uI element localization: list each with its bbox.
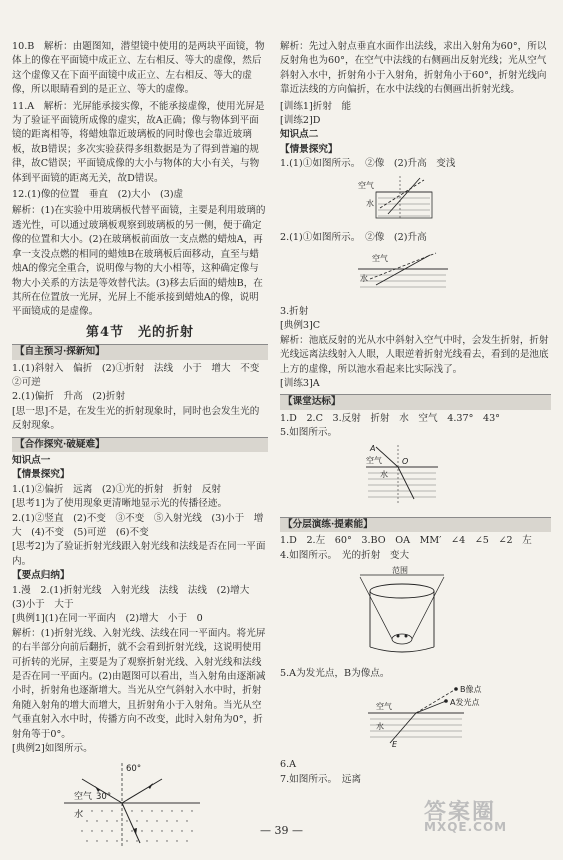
layer-6: 6.A: [280, 759, 297, 771]
section-bar-cooperate: 【合作探究·破疑难】: [12, 437, 268, 452]
example-3: [典例3]C: [280, 320, 321, 332]
think-text: 不是，在发生光的折射现象时，同时也会发生光的反射现象。: [12, 405, 260, 432]
summary-1: 1.漫 2.(1)折射光线 入射光线 法线 法线 (2)增大 (3)小于 大于: [12, 584, 259, 611]
fig6-a-label: A发光点: [450, 697, 480, 707]
class-5: 5.如图所示。: [280, 427, 338, 439]
knowledge-point-1: 知识点一: [12, 454, 51, 466]
example-1: [典例1](1)在同一平面内 (2)增大 小于 0: [12, 613, 203, 625]
self-study-1: 1.(1)斜射入 偏折 (2)①折射 法线 小于 增大 不变 ②可逆: [12, 362, 269, 388]
scene-1: 1.(1)②偏折 远离 (2)①光的折射 折射 反射: [12, 483, 222, 495]
example-3-analysis: 解析：池底反射的光从水中斜射入空气中时，会发生折射，折射光线远离法线射入人眼，人眼逆着折射光线看去，看到的是池底上方的虚像，所以池水看起来比实际浅了。: [280, 334, 549, 375]
fig1-angle-60: 60°: [126, 763, 142, 774]
scene-2: 2.(1)②竖直 (2)不变 ③不变 ⑤入射光线 (3)小于 增大 (4)不变 (5)可逆 (6)不变: [12, 512, 264, 538]
q12-answer: 12.(1)像的位置 垂直 (2)大小 (3)虚: [12, 189, 184, 201]
layer-4: 4.如图所示。 光的折射 变大: [280, 549, 410, 561]
figure-layer-4: [280, 565, 551, 657]
train-2: [训练2]D: [280, 115, 321, 127]
fig4-point-a: A: [370, 443, 376, 453]
fig1-air-label: 空气: [74, 791, 93, 802]
train-3: [训练3]A: [280, 377, 320, 389]
figure-class-5: [280, 443, 551, 505]
q10-answer: 10.B 解析：由题图知，潜望镜中使用的是两块平面镜，物体上的像在平面镜中成正立、左右相反、等大的虚像，然后这个虚像又在下面平面镜中成正立、左右相反、等大的虚像，所以眼睛看到的是正立、等大的虚像。: [12, 41, 265, 96]
scene-explore-heading-2: 【情景探究】: [280, 143, 338, 155]
watermark-text: 答案圈: [424, 800, 497, 825]
scene2-1: 1.(1)①如图所示。 ②像 (2)升高 变浅: [280, 158, 456, 170]
figure-scene2-2: [280, 247, 551, 295]
section-bar-self-study: 【自主预习·探新知】: [12, 344, 268, 359]
think-label: [思一思]: [12, 405, 49, 417]
left-column: [12, 40, 268, 860]
fig6-b-label: B像点: [460, 684, 482, 694]
fig1-water-label: 水: [74, 809, 84, 820]
section-bar-class-target: 【课堂达标】: [280, 394, 551, 409]
page-number: — 39 —: [260, 824, 303, 837]
fig4-water-label: 水: [380, 469, 388, 479]
watermark-url: MXQE.COM: [424, 820, 508, 835]
think-block: [12, 405, 268, 434]
fig4-air-label: 空气: [366, 455, 382, 465]
fig6-air-label: 空气: [376, 701, 392, 711]
q12-analysis: 解析：(1)在实验中用玻璃板代替平面镜，主要是利用玻璃的透光性，可以通过玻璃板观察到玻璃板的另一侧，便于确定像的位置和大小。(2)在玻璃板前面放一支点燃的蜡烛A，再拿一支没点燃的相同的蜡烛B在玻璃板后面移动，直至与蜡烛A的像完全重合，说明像与物的大小相等，这种确定像与物大小关系的方法是等效替代法。(3)移去后面的蜡烛B，在其所在位置放一光屏，光屏上不能承接到蜡烛A的像，说明平面镜成的是虚像。: [12, 205, 266, 318]
watermark-logo: [424, 800, 554, 848]
layer-5: 5.A为发光点，B为像点。: [280, 667, 390, 679]
fig4-point-o: O: [402, 456, 409, 466]
think-1: [思考1]为了使用现象更清晰地显示光的传播径迹。: [12, 498, 228, 510]
fig2-water-label: 水: [366, 198, 374, 208]
section-title: 第4节 光的折射: [85, 324, 195, 340]
fig2-air-label: 空气: [358, 180, 374, 190]
figure-scene2-1: [280, 174, 551, 222]
fig5-range-label: 范围: [392, 566, 408, 576]
fig3-air-label: 空气: [372, 254, 388, 264]
scene2-3: 3.折射: [280, 305, 309, 317]
q11-answer: 11.A 解析：光屏能承接实像，不能承接虚像，使用光屏是为了验证平面镜所成像的虚实，故A正确；像与物体到平面镜的距离相等，将蜡烛靠近玻璃板的同时像也会靠近玻璃板，故B错误；多次实验获得多组数据是为了得到普遍的规律，故C错误；平面镜成像的大小与物体的大小有关，与物体到平面镜的距离无关，故D错误。: [12, 100, 265, 184]
section-bar-layered-practice: 【分层演练·提素能】: [280, 517, 551, 532]
scene-explore-heading: 【情景探究】: [12, 469, 70, 481]
fig6-e-label: E: [392, 739, 398, 749]
summary-heading: 【要点归纳】: [12, 570, 70, 582]
class-1: 1.D 2.C 3.反射 折射 水 空气 4.37° 43°: [280, 412, 500, 424]
layer-1: 1.D 2.左 60° 3.BO OA MM′ ∠4 ∠5 ∠2 左: [280, 535, 532, 547]
fig6-water-label: 水: [376, 721, 384, 731]
layer-7: 7.如图所示。 远离: [280, 773, 362, 785]
train-1: [训练1]折射 能: [280, 100, 352, 112]
self-study-2: 2.(1)偏折 升高 (2)折射: [12, 391, 126, 403]
fig1-angle-30: 30°: [96, 791, 112, 802]
fig3-water-label: 水: [360, 274, 368, 284]
example-2: [典例2]如图所示。: [12, 743, 93, 755]
knowledge-point-2: 知识点二: [280, 129, 319, 141]
example-1-analysis: 解析：(1)折射光线、入射光线、法线在同一平面内。将光屏的右半部分向前后翻折，就不会看到折射光线，这说明使用可折转的光屏，主要是为了观察折射光线、入射光线和法线是否在同一平面内。(2)由题图可以看出，当入射角由逐渐减小时，折射角也逐渐增大。当光从空气斜射入水中时，折射角随入射角的增大而增大，且折射角小于入射角。当光从空气垂直射入水中时，传播方向不改变，此时入射角为0°，折射角等于0°。: [12, 627, 266, 740]
example2-analysis: 解析：先过入射点垂直水面作出法线，求出入射角为60°，所以反射角也为60°，在空气中法线的右侧画出反射光线；光从空气斜射入水中，折射角小于入射角，折射角小于60°，折射光线向靠近法线的方向偏折，在水中法线的右侧画出折射光线。: [280, 41, 547, 96]
right-column: [280, 40, 551, 787]
figure-layer-5: [280, 683, 551, 749]
scene2-2: 2.(1)①如图所示。 ②像 (2)升高: [280, 232, 427, 244]
think-2: [思考2]为了验证折射光线跟入射光线和法线是否在同一平面内。: [12, 541, 266, 567]
